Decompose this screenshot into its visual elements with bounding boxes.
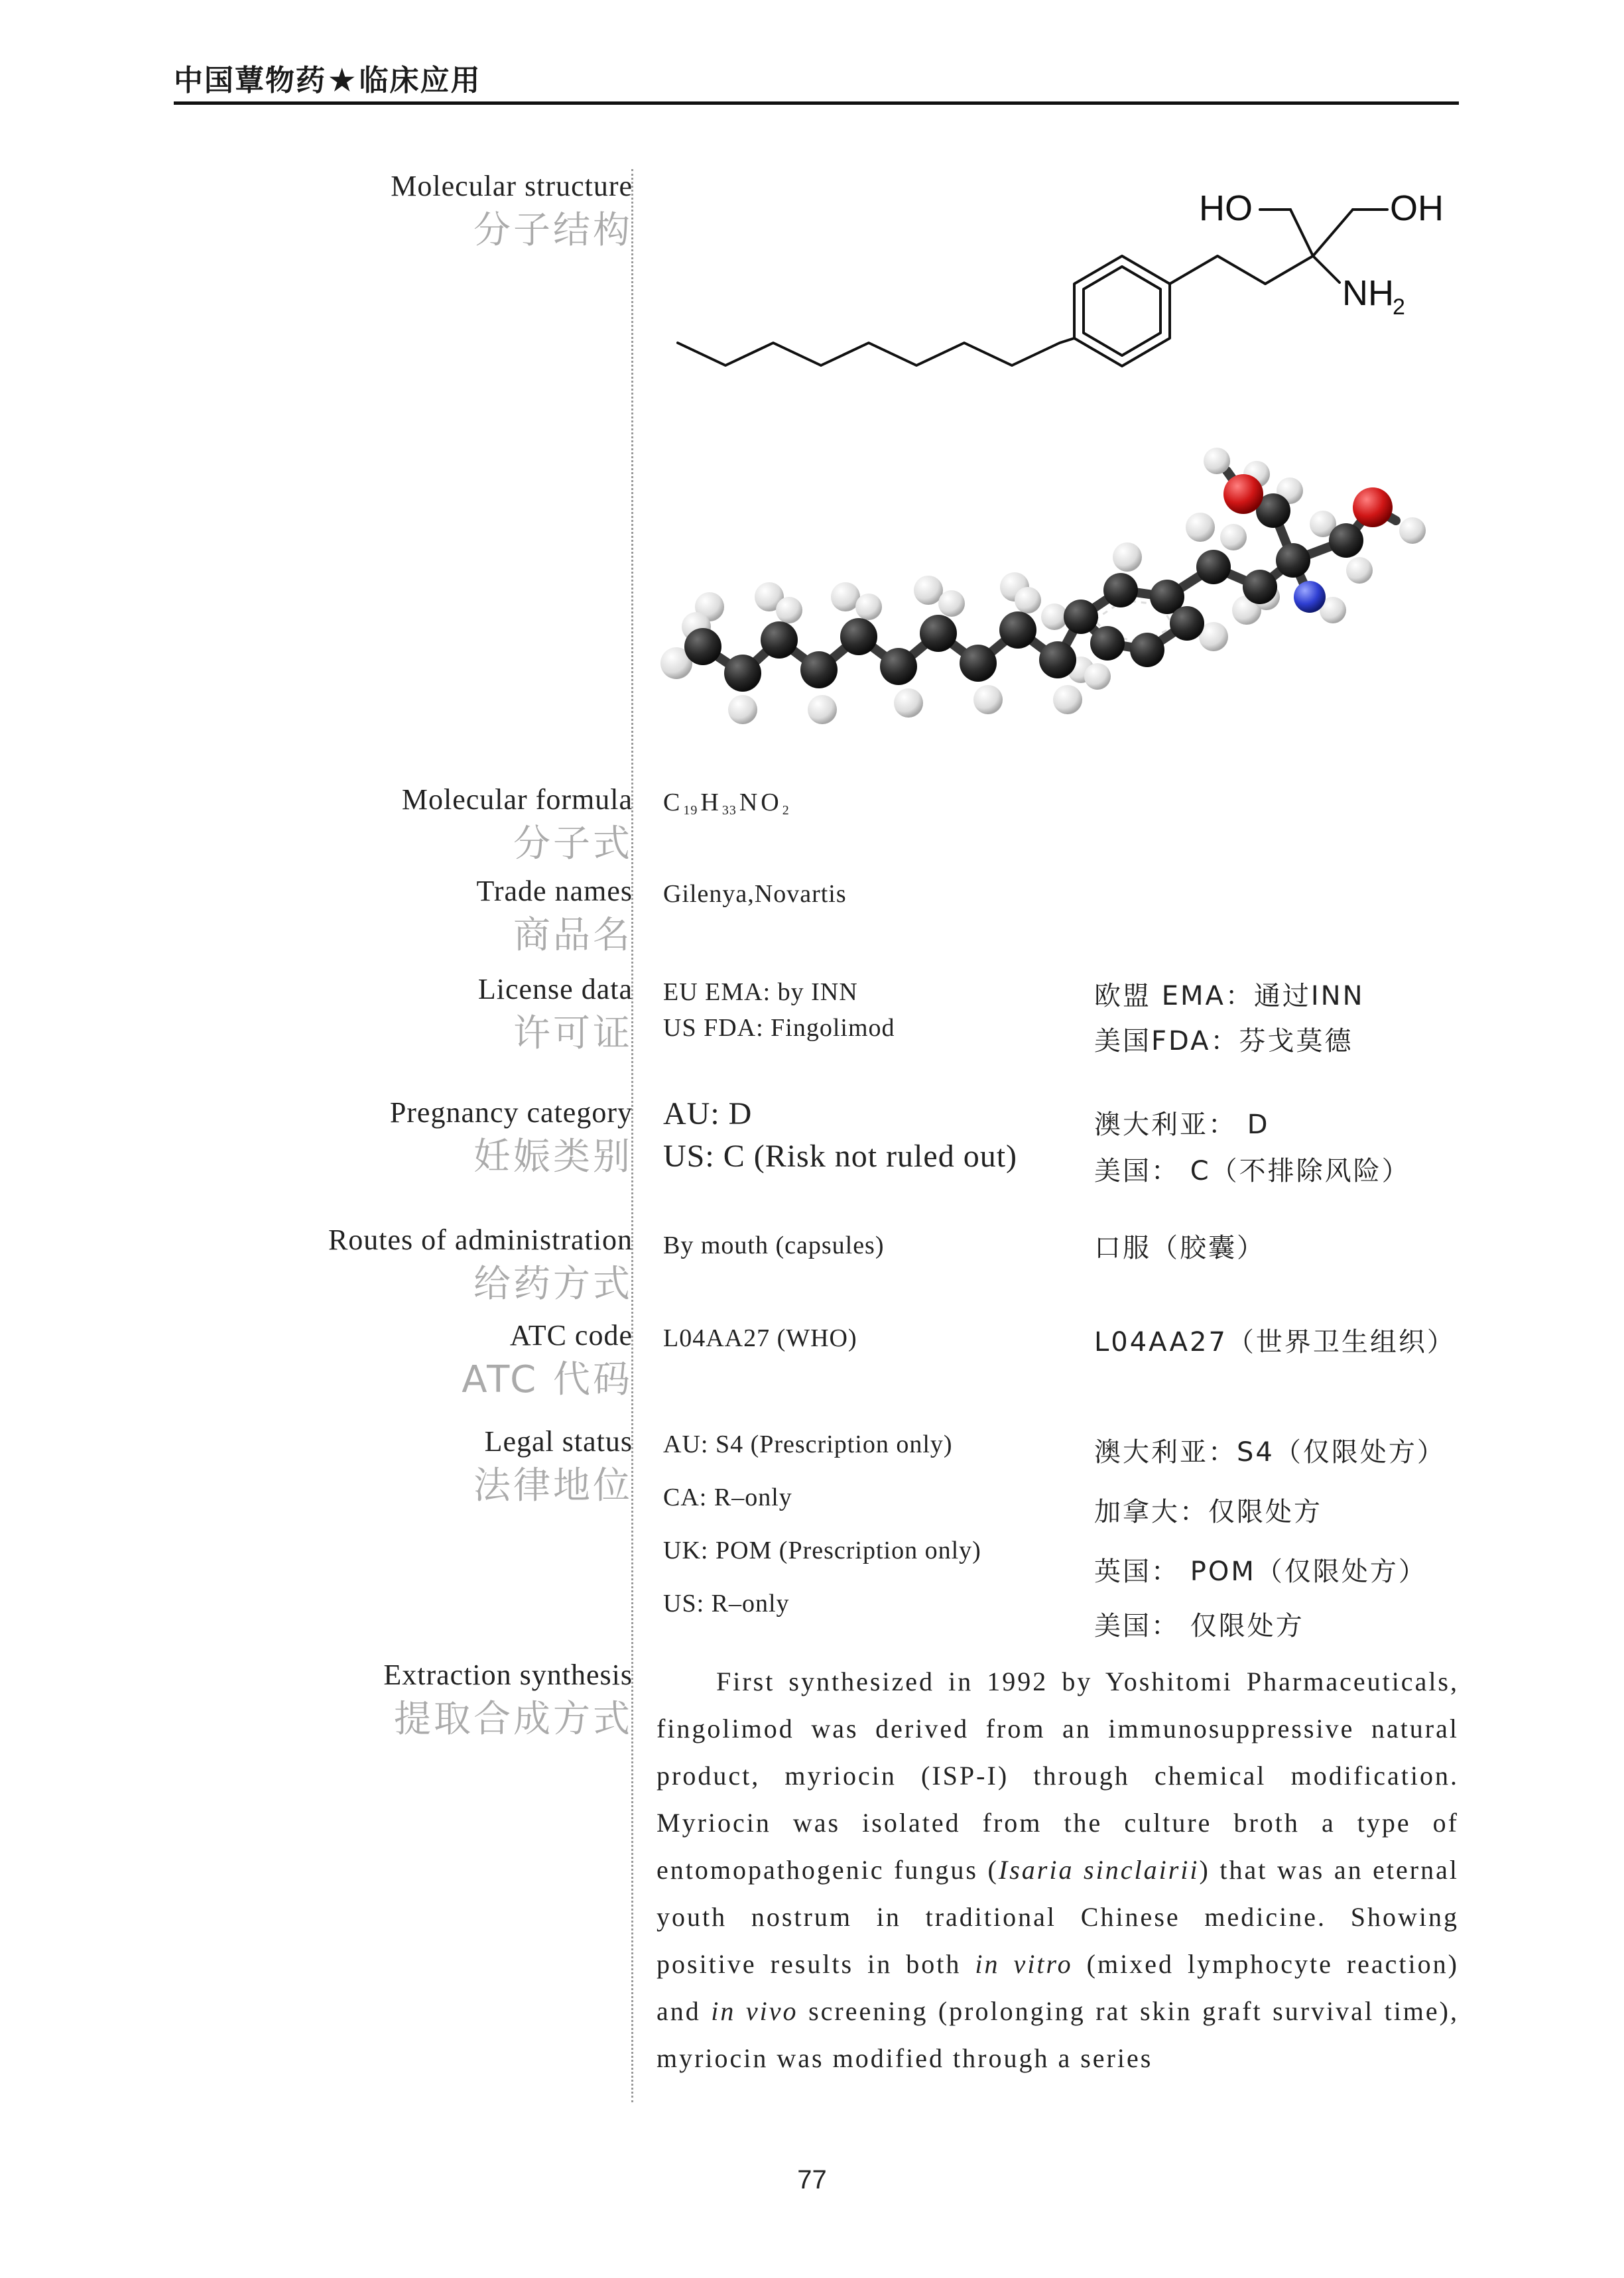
atc-label-zh: ATC 代码 (462, 1358, 633, 1401)
legal-en-au: AU: S4 (Prescription only) (663, 1430, 953, 1458)
license-zh-2: 美国FDA：芬戈莫德 (1094, 1026, 1353, 1056)
pregnancy-zh-2: 美国： C（不排除风险） (1094, 1156, 1410, 1186)
star-icon: ★ (329, 64, 357, 97)
formula-label-zh: 分子式 (513, 822, 633, 865)
legal-zh-uk: 英国： POM（仅限处方） (1094, 1556, 1427, 1587)
atc-en: L04AA27 (WHO) (663, 1324, 857, 1352)
skeletal-formula (663, 172, 1459, 391)
pregnancy-label-en: Pregnancy category (389, 1096, 633, 1129)
extraction-label-en: Extraction synthesis (383, 1659, 633, 1691)
legal-zh-au: 澳大利亚：S4（仅限处方） (1094, 1437, 1446, 1468)
pregnancy-zh-1: 澳大利亚： D (1094, 1109, 1270, 1140)
license-zh-1: 欧盟 EMA：通过INN (1094, 981, 1365, 1011)
atc-zh: L04AA27（世界卫生组织） (1094, 1327, 1456, 1358)
legal-label-en: Legal status (484, 1425, 633, 1458)
trade-label-en: Trade names (476, 875, 633, 907)
extraction-paragraph: First synthesized in 1992 by Yoshitomi Pharmaceuticals, fingolimod was derived from an immunosuppressive natural product, myriocin (ISP-I) through chemical modification. Myriocin was isolated from the culture broth a type of entomopathogenic fungus (Isaria sinclairii) that was an eternal youth nostrum in traditional Chinese medicine. Showing positive results in both in vitro (mixed lymphocyte reaction) and in vivo screening (prolonging rat skin graft survival time), myriocin was modified through a series (656, 1667, 1459, 2073)
legal-label-zh: 法律地位 (473, 1464, 633, 1507)
atom-ho: HO (1199, 188, 1253, 228)
routes-label-en: Routes of administration (328, 1224, 633, 1256)
structure-label-en: Molecular structure (391, 170, 633, 202)
legal-en-ca: CA: R–only (663, 1484, 792, 1511)
trade-names-value: Gilenya,Novartis (663, 880, 847, 908)
legal-en-uk: UK: POM (Prescription only) (663, 1537, 981, 1564)
atom-nh-subscript: 2 (1393, 294, 1405, 320)
page-number: 77 (797, 2165, 827, 2194)
routes-zh: 口服（胶囊） (1094, 1233, 1265, 1263)
atom-oh: OH (1390, 188, 1444, 228)
trade-label-zh: 商品名 (513, 914, 633, 957)
formula-label-en: Molecular formula (401, 783, 633, 816)
license-en-1: EU EMA: by INN (663, 978, 858, 1006)
license-label-en: License data (477, 973, 633, 1005)
extraction-label-zh: 提取合成方式 (394, 1698, 633, 1741)
routes-label-zh: 给药方式 (473, 1263, 633, 1306)
pregnancy-en-2: US: C (Risk not ruled out) (663, 1139, 1018, 1174)
species-name: Isaria sinclairii (998, 1855, 1200, 1885)
routes-en: By mouth (capsules) (663, 1232, 885, 1259)
pregnancy-label-zh: 妊娠类别 (473, 1135, 633, 1178)
pregnancy-en-1: AU: D (663, 1096, 753, 1131)
legal-zh-us: 美国： 仅限处方 (1094, 1611, 1304, 1641)
legal-en-us: US: R–only (663, 1590, 790, 1617)
header-rule (174, 101, 1459, 105)
molecular-formula: C $_{19}$ H $_{33}$ N O $_2$ (663, 789, 790, 818)
ball-and-stick-model (656, 398, 1472, 743)
page-header (174, 56, 1459, 104)
section-name: 临床应用 (359, 64, 481, 97)
atom-nh: NH (1342, 273, 1394, 313)
running-title (174, 56, 481, 99)
license-label-zh: 许可证 (513, 1012, 633, 1055)
atc-label-en: ATC code (509, 1319, 633, 1352)
legal-zh-ca: 加拿大：仅限处方 (1094, 1497, 1322, 1527)
license-en-2: US FDA: Fingolimod (663, 1014, 895, 1042)
structure-label-zh: 分子结构 (473, 209, 633, 252)
journal-name: 中国蕈物药 (174, 64, 326, 97)
